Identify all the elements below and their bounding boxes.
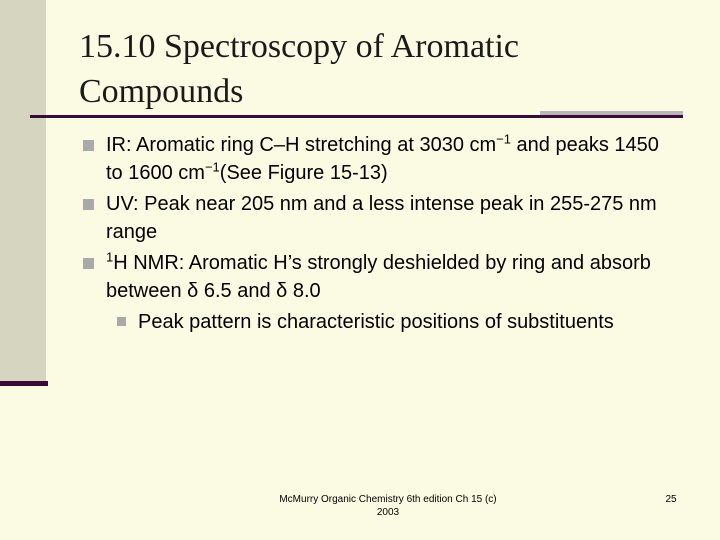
- slide-body: [80, 131, 670, 336]
- slide-title: 15.10 Spectroscopy of Aromatic Compounds: [79, 28, 520, 110]
- slide-footer: McMurry Organic Chemistry 6th edition Ch 15 (c) 2003: [279, 494, 497, 518]
- square-bullet-icon: [117, 317, 126, 326]
- bullet-ir-text-2: and peaks 1450 to 1600 cm: [106, 134, 659, 184]
- page-number: 25: [665, 494, 677, 505]
- bullet-nmr-superscript: 1: [106, 249, 114, 265]
- bullet-ir-text-3: (See Figure 15-13): [219, 162, 388, 184]
- bullet-ir: [80, 131, 670, 187]
- bullet-ir-text-1: IR: Aromatic ring C–H stretching at 3030 cm: [106, 134, 497, 156]
- bullet-ir-superscript-2: −1: [204, 159, 220, 175]
- bullet-nmr: [80, 249, 670, 305]
- square-bullet-icon: [83, 199, 94, 210]
- left-decorative-band: [0, 0, 46, 385]
- bullet-uv: [80, 190, 670, 246]
- bullet-ir-superscript-1: −1: [496, 131, 511, 147]
- square-bullet-icon: [83, 258, 94, 269]
- square-bullet-icon: [83, 140, 94, 151]
- title-divider: [30, 115, 683, 118]
- left-band-bottom-rule: [0, 381, 48, 386]
- sub-bullet-text: Peak pattern is characteristic positions of substituents: [138, 311, 614, 333]
- bullet-nmr-text: H NMR: Aromatic H’s strongly deshielded by ring and absorb between δ 6.5 and δ 8.0: [106, 252, 651, 302]
- sub-bullet-peak-pattern: [80, 308, 670, 336]
- bullet-uv-text: UV: Peak near 205 nm and a less intense peak in 255-275 nm range: [106, 193, 657, 243]
